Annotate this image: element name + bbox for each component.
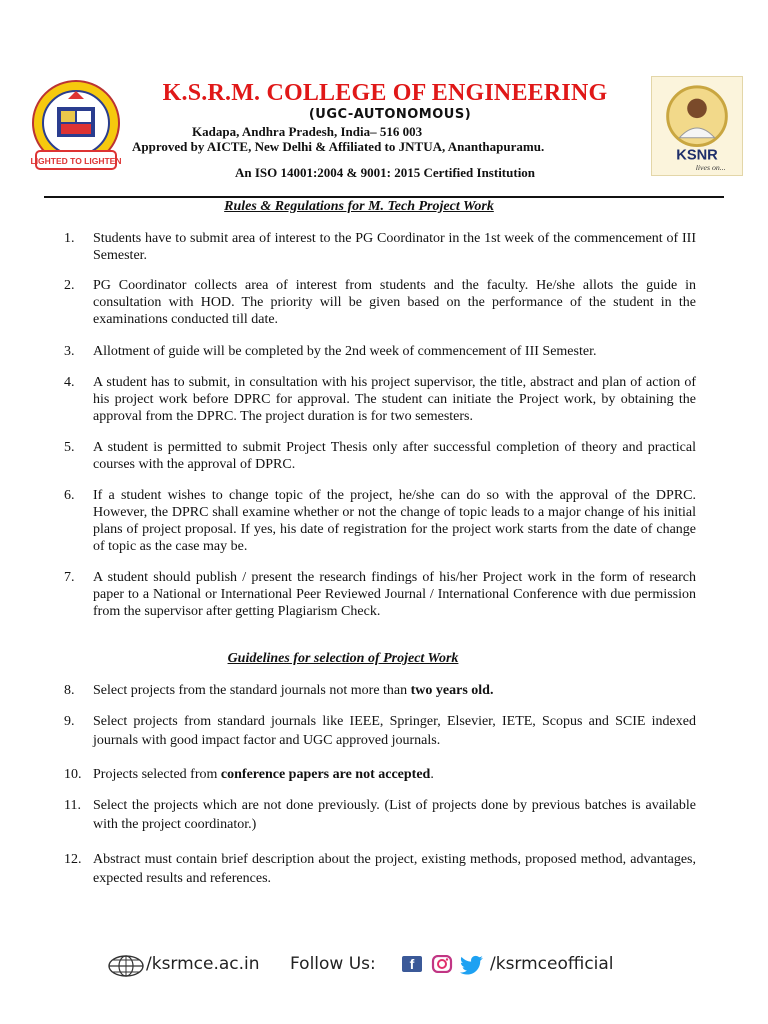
item-number: 10. xyxy=(64,767,82,782)
autonomous-status: (UGC-AUTONOMOUS) xyxy=(308,107,472,122)
instagram-icon[interactable] xyxy=(431,955,453,973)
item-number: 4. xyxy=(64,375,75,390)
list-item xyxy=(64,374,696,425)
list-item xyxy=(64,712,696,750)
item-text xyxy=(93,682,696,699)
list-item xyxy=(64,682,696,699)
list-item xyxy=(64,569,696,620)
item-text: PG Coordinator collects area of interest from students and the faculty. He/she allots the guide in consultation with HOD. The priority will be given based on the performance of the student in the examinations conducted till date. xyxy=(93,278,696,327)
item-text-plain: Select projects from the standard journals not more than xyxy=(93,683,411,698)
item-number: 8. xyxy=(64,683,75,698)
item-number: 9. xyxy=(64,714,75,729)
item-number: 2. xyxy=(64,278,75,293)
iso-certification: An ISO 14001:2004 & 9001: 2015 Certified Institution xyxy=(234,165,536,180)
item-text: Students have to submit area of interest to the PG Coordinator in the 1st week of the commencement of III Semester. xyxy=(93,231,696,263)
item-text: Select the projects which are not done previously. (List of projects done by previous batches is available with the project coordinator.) xyxy=(93,798,696,832)
ksnr-text: KSNR xyxy=(676,147,718,164)
item-number: 12. xyxy=(64,852,82,867)
follow-us-label: Follow Us: xyxy=(290,954,376,974)
list-item xyxy=(64,766,696,783)
item-text: A student has to submit, in consultation with his project supervisor, the title, abstract and plan of action of his project work before DPRC for approval. The student can initiate the Project work, by obtaining the approval from the DPRC. The project duration is for two semesters. xyxy=(93,375,696,424)
list-item xyxy=(64,277,696,328)
item-text xyxy=(93,766,696,783)
list-item xyxy=(64,439,696,473)
item-text-bold: two years old. xyxy=(410,683,494,698)
list-item xyxy=(64,796,696,834)
item-number: 1. xyxy=(64,231,75,246)
college-address: Kadapa, Andhra Pradesh, India– 516 003 xyxy=(192,124,423,139)
facebook-icon[interactable]: f xyxy=(402,956,422,972)
item-number: 6. xyxy=(64,488,75,503)
list-item xyxy=(64,343,696,360)
item-text: A student should publish / present the research findings of his/her Project work in the form of research paper to a National or International Peer Reviewed Journal / International Conference with due permission from the supervisor after getting Plagiarism Check. xyxy=(93,570,696,619)
list-item xyxy=(64,487,696,555)
item-text: Allotment of guide will be completed by the 2nd week of commencement of III Semester. xyxy=(93,344,597,359)
emblem-motto: LIGHTED TO LIGHTEN xyxy=(30,156,122,166)
ksnr-subtext: lives on... xyxy=(695,163,726,173)
item-number: 7. xyxy=(64,570,75,585)
letterhead xyxy=(0,0,768,200)
college-emblem-logo xyxy=(30,79,122,175)
item-text-tail: . xyxy=(430,767,434,782)
ksnr-portrait-logo xyxy=(651,76,743,176)
item-number: 3. xyxy=(64,344,75,359)
item-text-plain: Projects selected from xyxy=(93,767,221,782)
item-text-bold: conference papers are not accepted xyxy=(220,767,431,782)
twitter-icon[interactable] xyxy=(460,955,486,975)
item-number: 5. xyxy=(64,440,75,455)
item-text: Abstract must contain brief description about the project, existing methods, proposed method, advantages, expected results and references. xyxy=(93,852,696,886)
list-item xyxy=(64,230,696,264)
social-handle[interactable]: /ksrmceofficial xyxy=(490,954,614,974)
website-link[interactable]: /ksrmce.ac.in xyxy=(146,954,260,974)
footer-bar xyxy=(0,948,768,988)
approval-line: Approved by AICTE, New Delhi & Affiliated to JNTUA, Ananthapuramu. xyxy=(132,139,545,154)
list-item xyxy=(64,850,696,888)
item-text: If a student wishes to change topic of the project, he/she can do so with the approval of the DPRC. However, the DPRC shall examine whether or not the change of topic leads to a major change of his initial plans of project proposal. If yes, his date of registration for the project work starts from the date of change of topic as the case may be. xyxy=(93,488,696,554)
header-divider xyxy=(44,196,724,198)
item-number: 11. xyxy=(64,798,81,813)
guidelines-section-title: Guidelines for selection of Project Work xyxy=(227,651,459,666)
item-text: A student is permitted to submit Project Thesis only after successful completion of theory and practical courses with the approval of DPRC. xyxy=(93,440,696,472)
rules-section-title: Rules & Regulations for M. Tech Project Work xyxy=(224,199,494,214)
item-text: Select projects from standard journals like IEEE, Springer, Elsevier, IETE, Scopus and SCIE indexed journals with good impact factor and UGC approved journals. xyxy=(93,714,696,748)
globe-icon xyxy=(107,954,145,978)
college-name: K.S.R.M. COLLEGE OF ENGINEERING xyxy=(162,80,608,106)
